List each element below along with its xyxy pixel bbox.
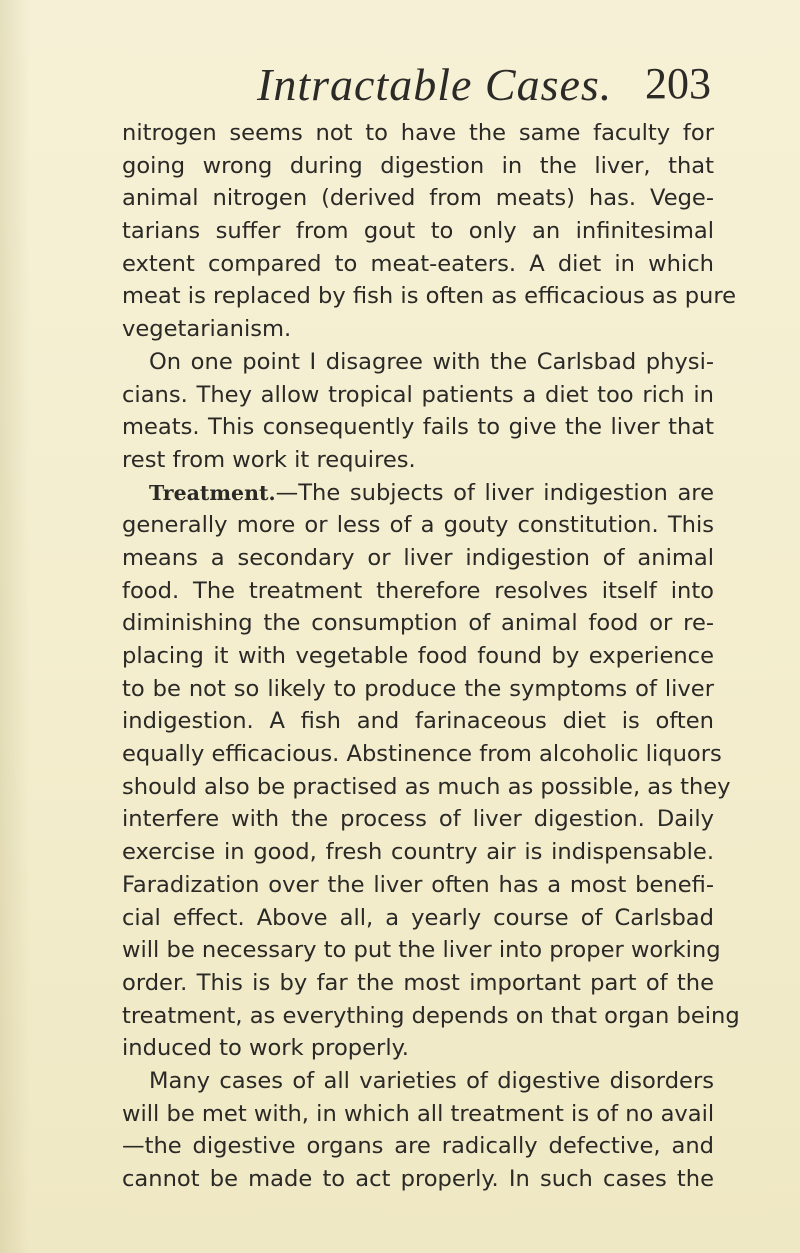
text-line: order. This is by far the most important part of the bbox=[122, 969, 714, 996]
text-line: exercise in good, fresh country air is indispensable. bbox=[122, 839, 714, 866]
text-line: meats. This consequently fails to give the liver that bbox=[122, 414, 714, 441]
text-line: indigestion. A fish and farinaceous diet is often bbox=[122, 708, 714, 735]
running-title: Intractable Cases. bbox=[257, 59, 613, 110]
text-line: rest from work it requires. bbox=[122, 446, 416, 473]
section-lead-in: Treatment. bbox=[149, 480, 276, 505]
text-line: —the digestive organs are radically defective, and bbox=[122, 1133, 714, 1160]
text-line: cial effect. Above all, a yearly course of Carlsbad bbox=[122, 904, 714, 931]
text-line: to be not so likely to produce the symptoms of liver bbox=[122, 675, 714, 702]
text-line: meat is replaced by fish is often as efficacious as pure bbox=[122, 283, 737, 310]
text-line: tarians suffer from gout to only an infinitesimal bbox=[122, 218, 714, 245]
body-text bbox=[122, 117, 740, 1196]
text-line: induced to work properly. bbox=[122, 1035, 409, 1062]
text-line: interfere with the process of liver digestion. Daily bbox=[122, 806, 714, 833]
text-line: will be met with, in which all treatment is of no avail bbox=[122, 1100, 715, 1127]
page-header bbox=[0, 58, 800, 118]
text-line: On one point I disagree with the Carlsbad physi- bbox=[149, 348, 714, 375]
text-line: extent compared to meat-eaters. A diet in which bbox=[122, 250, 714, 277]
page-number: 203 bbox=[645, 59, 711, 108]
text-line: generally more or less of a gouty constitution. This bbox=[122, 512, 714, 539]
text-line: should also be practised as much as possible, as they bbox=[122, 773, 731, 800]
text-line: diminishing the consumption of animal food or re- bbox=[122, 610, 714, 637]
text-line: —The subjects of liver indigestion are bbox=[275, 479, 714, 506]
text-line: Faradization over the liver often has a most benefi- bbox=[122, 871, 714, 898]
text-line: means a secondary or liver indigestion of animal bbox=[122, 544, 714, 571]
text-line: equally efficacious. Abstinence from alcoholic liquors bbox=[122, 741, 722, 768]
text-line: animal nitrogen (derived from meats) has. Vege- bbox=[122, 185, 714, 212]
text-line: cannot be made to act properly. In such cases the bbox=[122, 1166, 714, 1192]
text-line: vegetarianism. bbox=[122, 316, 292, 343]
text-line: Many cases of all varieties of digestive disorders bbox=[149, 1067, 714, 1094]
paragraph-first-line bbox=[122, 477, 714, 510]
text-line: food. The treatment therefore resolves itself into bbox=[122, 577, 714, 604]
text-line: placing it with vegetable food found by experience bbox=[122, 643, 714, 669]
text-line: will be necessary to put the liver into proper working bbox=[122, 937, 721, 964]
text-line: nitrogen seems not to have the same faculty for bbox=[122, 120, 714, 146]
text-line: treatment, as everything depends on that organ being bbox=[122, 1002, 740, 1029]
text-line: cians. They allow tropical patients a diet too rich in bbox=[122, 381, 714, 408]
text-line: going wrong during digestion in the liver, that bbox=[122, 152, 714, 179]
